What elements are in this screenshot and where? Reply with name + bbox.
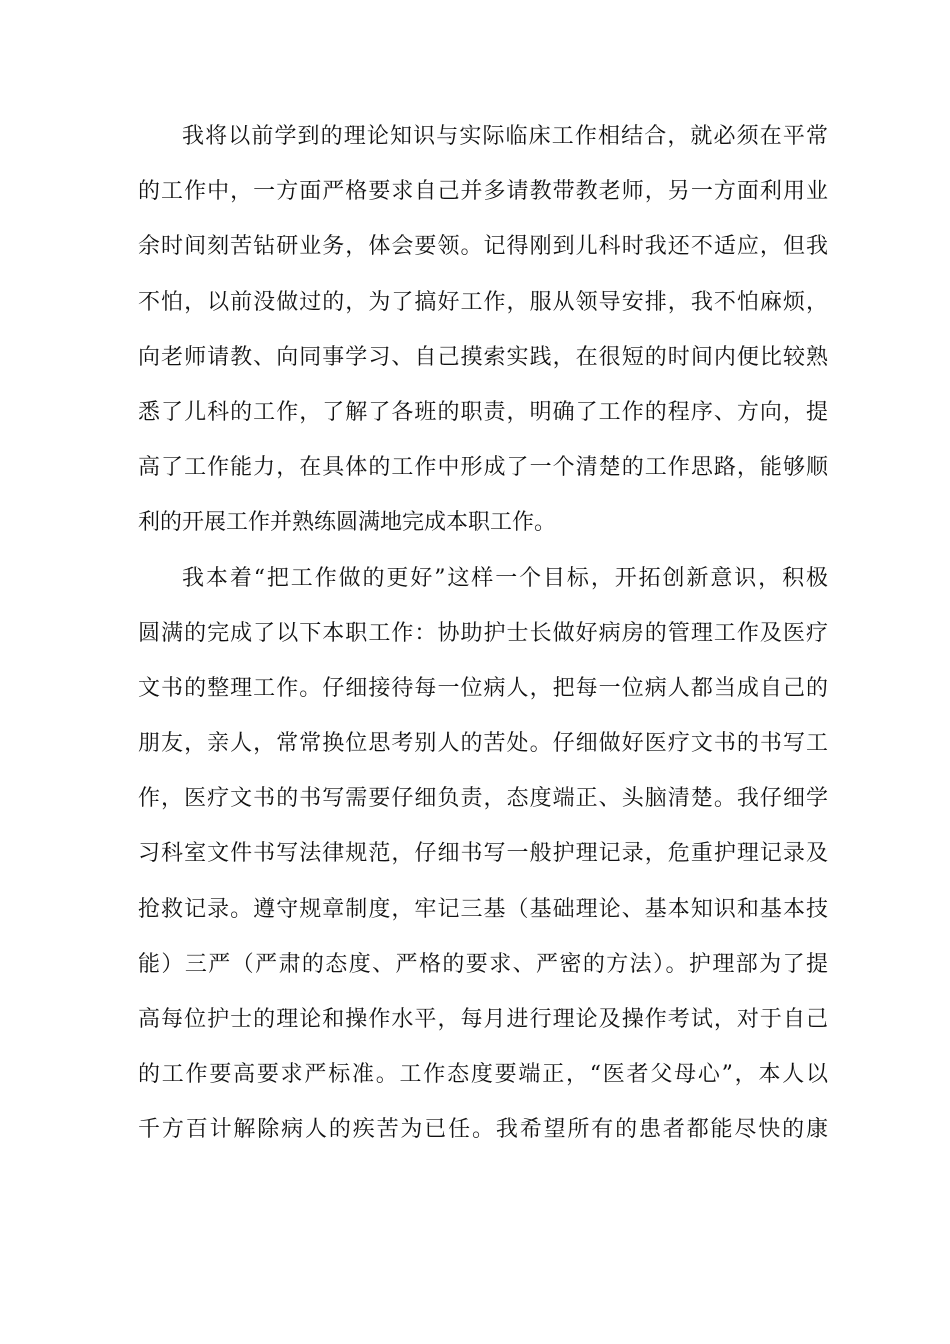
paragraph-2-line-5: 作，医疗文书的书写需要仔细负责，态度端正、头脑清楚。我仔细学 (138, 786, 828, 812)
paragraph-2-line-10: 的工作要高要求严标准。工作态度要端正，“医者父母心”，本人以 (138, 1062, 828, 1088)
paragraph-2-line-8: 能）三严（严肃的态度、严格的要求、严密的方法）。护理部为了提 (138, 951, 828, 977)
paragraph-2-line-3: 文书的整理工作。仔细接待每一位病人，把每一位病人都当成自己的 (138, 675, 828, 701)
paragraph-1-line-5: 向老师请教、向同事学习、自己摸索实践，在很短的时间内便比较熟 (138, 344, 828, 370)
paragraph-1-line-3: 余时间刻苦钻研业务，体会要领。记得刚到儿科时我还不适应，但我 (138, 234, 828, 260)
paragraph-1-line-2: 的工作中，一方面严格要求自己并多请教带教老师，另一方面利用业 (138, 179, 828, 205)
paragraph-2-line-7: 抢救记录。遵守规章制度，牢记三基（基础理论、基本知识和基本技 (138, 896, 828, 922)
paragraph-2-line-1: 我本着“把工作做的更好”这样一个目标，开拓创新意识，积极 (182, 565, 828, 591)
paragraph-2-line-2: 圆满的完成了以下本职工作：协助护士长做好病房的管理工作及医疗 (138, 620, 828, 646)
paragraph-1-line-8: 利的开展工作并熟练圆满地完成本职工作。 (138, 510, 557, 536)
paragraph-1-line-1: 我将以前学到的理论知识与实际临床工作相结合，就必须在平常 (182, 124, 828, 149)
paragraph-1-line-6: 悉了儿科的工作，了解了各班的职责，明确了工作的程序、方向，提 (138, 399, 828, 425)
paragraph-2-line-6: 习科室文件书写法律规范，仔细书写一般护理记录，危重护理记录及 (138, 841, 828, 867)
body-text (138, 115, 828, 1164)
paragraph-1-line-4: 不怕，以前没做过的，为了搞好工作，服从领导安排，我不怕麻烦， (138, 289, 828, 315)
paragraph-1-line-7: 高了工作能力，在具体的工作中形成了一个清楚的工作思路，能够顺 (138, 455, 828, 481)
paragraph-2-line-11: 千方百计解除病人的疾苦为已任。我希望所有的患者都能尽快的康 (138, 1117, 828, 1143)
paragraph-2-line-4: 朋友，亲人，常常换位思考别人的苦处。仔细做好医疗文书的书写工 (138, 731, 828, 757)
paragraph-2-line-9: 高每位护士的理论和操作水平，每月进行理论及操作考试，对于自己 (138, 1007, 828, 1032)
